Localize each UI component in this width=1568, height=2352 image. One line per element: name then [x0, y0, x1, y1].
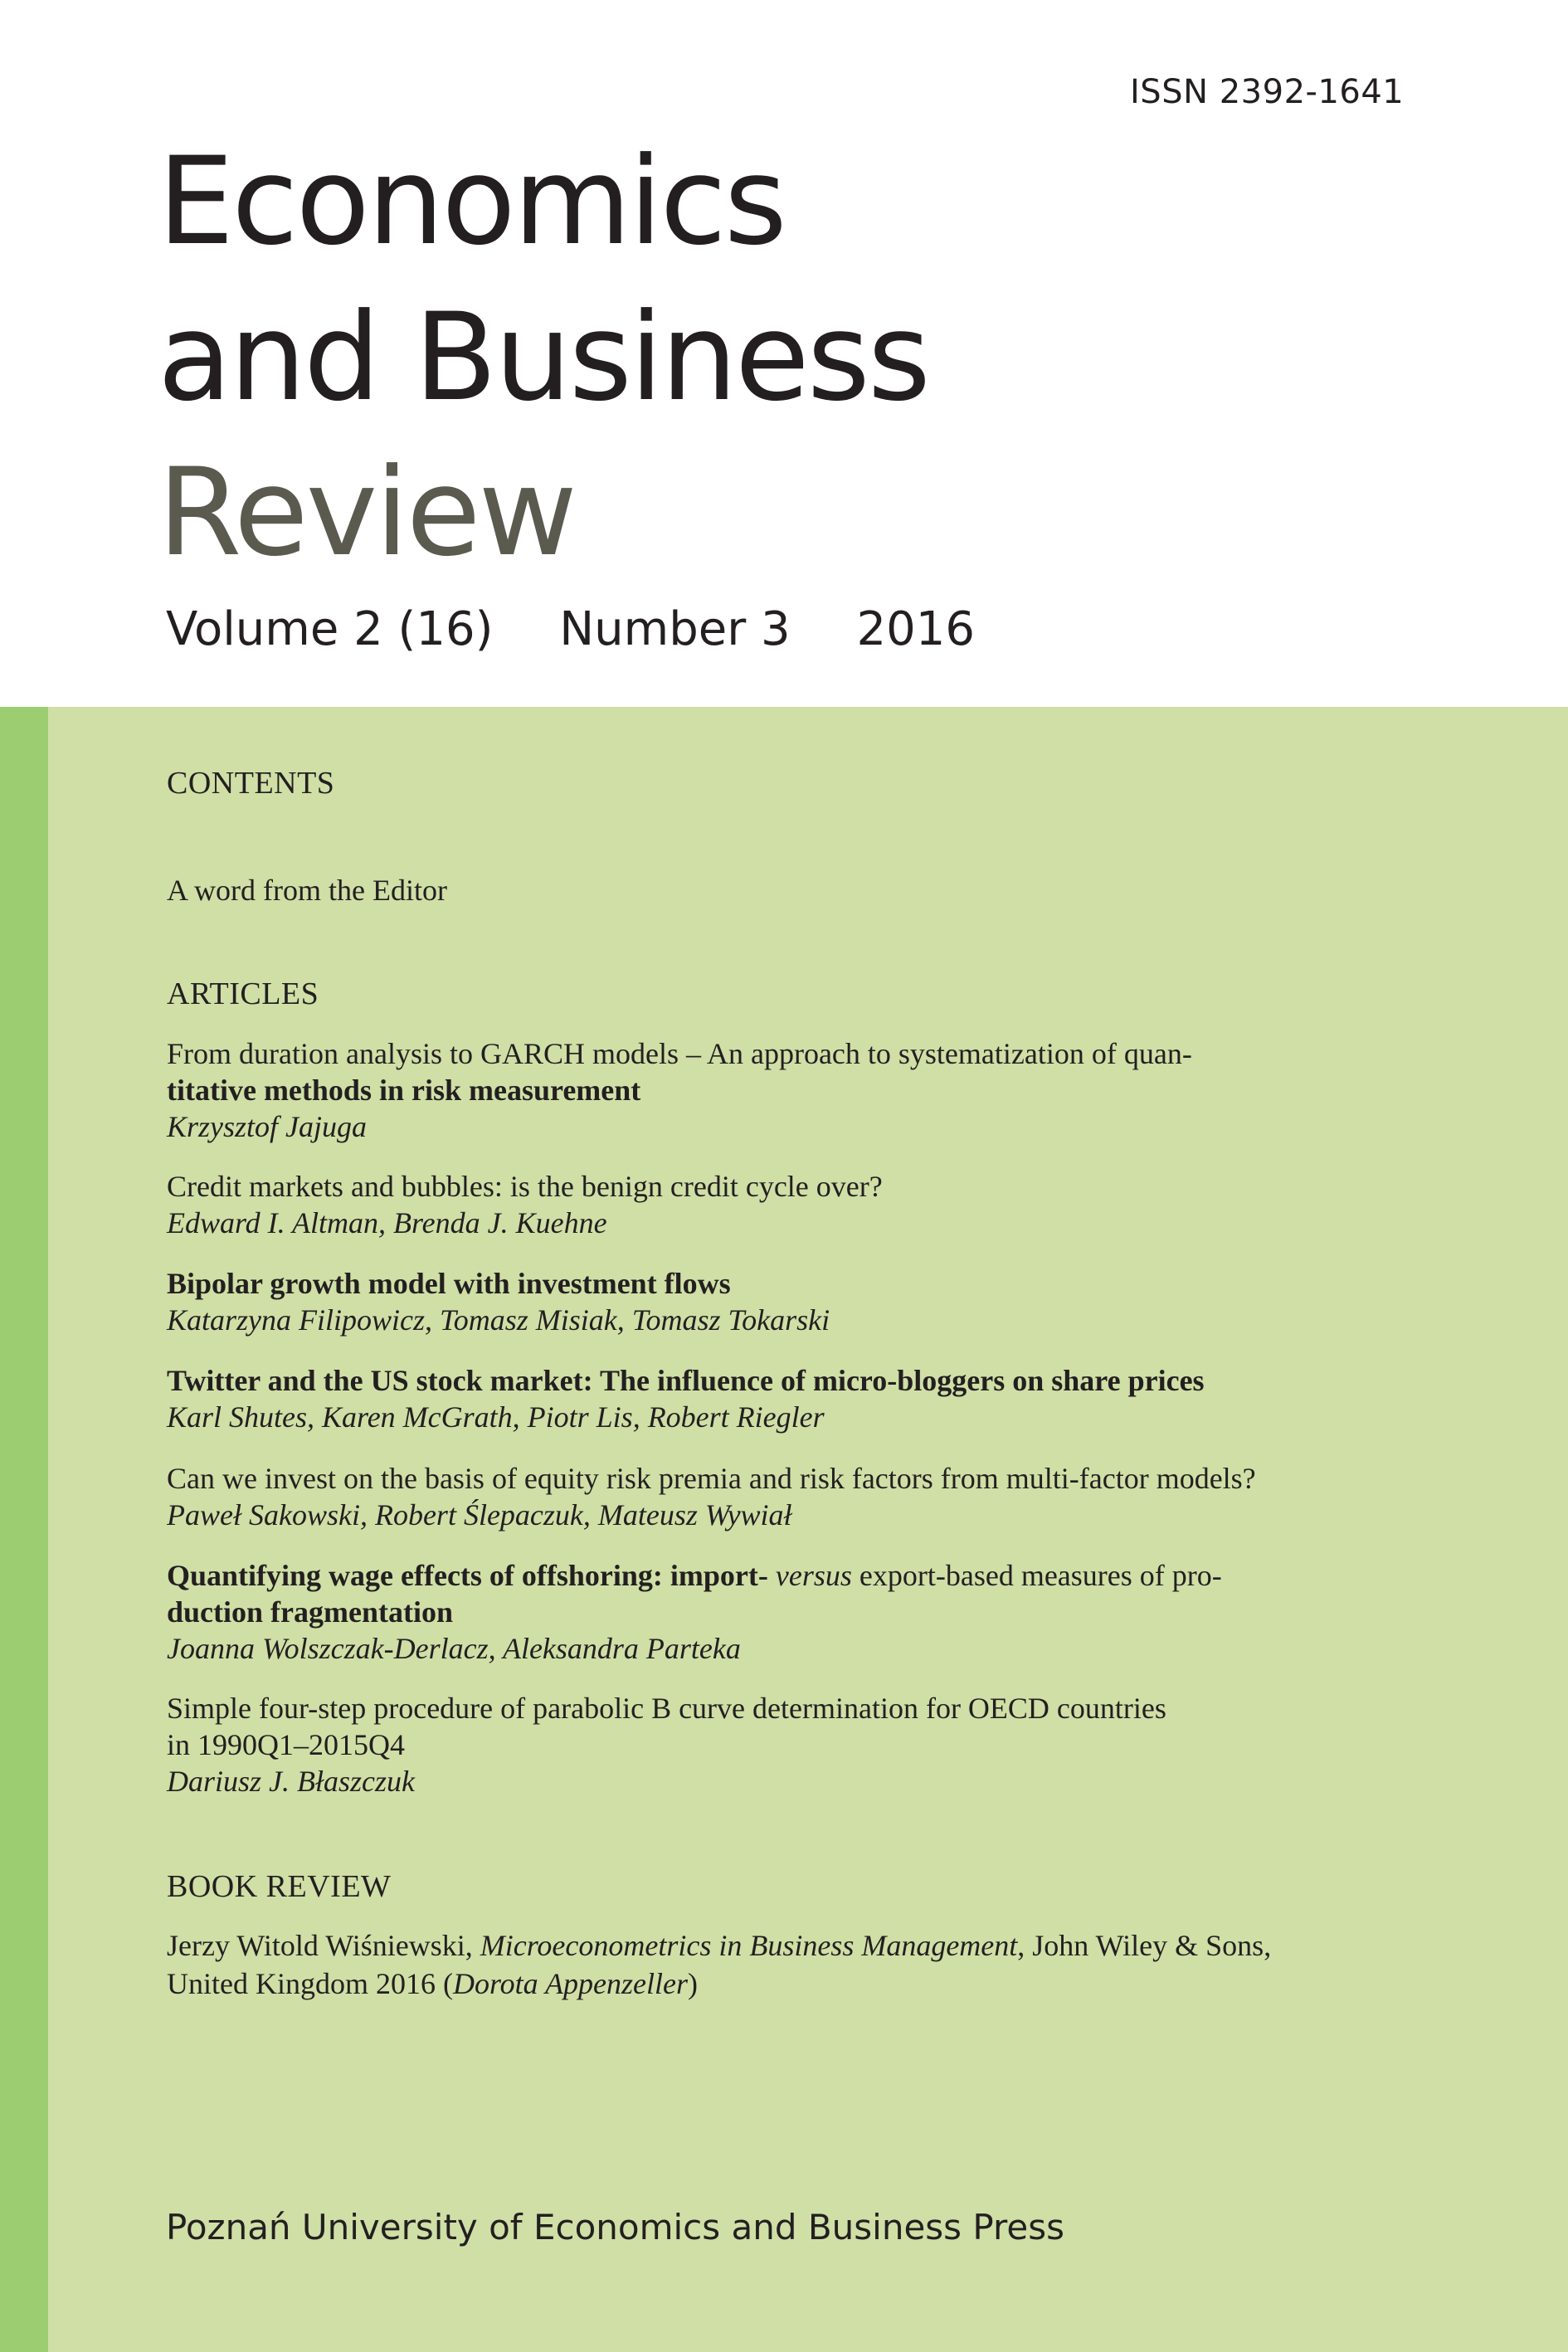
article-title: Simple four-step procedure of parabolic B curve determination for OECD countries — [167, 1692, 1166, 1725]
issue-info — [166, 602, 975, 656]
article-authors: Dariusz J. Błaszczuk — [167, 1765, 415, 1798]
review-book-title: Microeconometrics in Business Management — [480, 1929, 1018, 1962]
article-title-continued: titative methods in risk measurement — [167, 1074, 641, 1107]
article-authors: Edward I. Altman, Brenda J. Kuehne — [167, 1206, 607, 1239]
article-title-part: export-based measures of pro- — [859, 1559, 1222, 1592]
review-publisher: , John Wiley & Sons, — [1017, 1929, 1272, 1962]
article-entry — [167, 1362, 1278, 1435]
accent-stripe — [0, 707, 48, 2352]
journal-title-line-2: and Business — [158, 287, 928, 428]
article-entry — [167, 1168, 1278, 1241]
editor-word: A word from the Editor — [167, 874, 447, 907]
article-title: Can we invest on the basis of equity risk premia and risk factors from multi-factor models? — [167, 1462, 1256, 1495]
article-authors: Paweł Sakowski, Robert Ślepaczuk, Mateusz Wywiał — [167, 1498, 792, 1531]
article-authors: Karl Shutes, Karen McGrath, Piotr Lis, Robert Riegler — [167, 1400, 825, 1434]
article-title: Bipolar growth model with investment flows — [167, 1267, 731, 1300]
book-review-entry — [167, 1926, 1295, 2003]
volume: Volume 2 (16) — [166, 602, 494, 656]
article-entry — [167, 1690, 1278, 1799]
article-title: Twitter and the US stock market: The influence of micro-bloggers on share prices — [167, 1364, 1205, 1397]
article-title-continued: duction fragmentation — [167, 1595, 453, 1629]
issue-number: Number 3 — [559, 602, 791, 656]
journal-title-line-1: Economics — [158, 131, 785, 272]
cover-header — [0, 0, 1568, 707]
review-place-year: United Kingdom 2016 ( — [167, 1967, 453, 2000]
article-entry — [167, 1265, 1278, 1338]
book-review-heading: BOOK REVIEW — [167, 1869, 392, 1904]
article-entry — [167, 1460, 1278, 1533]
articles-heading: ARTICLES — [167, 976, 319, 1011]
publisher-name: Poznań University of Economics and Business Press — [166, 2207, 1064, 2247]
article-title-emphasis: versus — [775, 1559, 852, 1592]
book-review-line-2 — [167, 1965, 1295, 2003]
article-authors: Joanna Wolszczak-Derlacz, Aleksandra Parteka — [167, 1632, 741, 1665]
issn: ISSN 2392-1641 — [1130, 73, 1405, 111]
review-close-paren: ) — [687, 1967, 698, 2000]
contents-heading: CONTENTS — [167, 766, 335, 801]
issue-year: 2016 — [856, 602, 975, 656]
article-title: Credit markets and bubbles: is the benign credit cycle over? — [167, 1170, 883, 1203]
article-entry — [167, 1035, 1278, 1145]
article-title — [167, 1557, 1278, 1594]
article-title-part: Quantifying wage effects of offshoring: import- — [167, 1559, 768, 1592]
article-title-continued: in 1990Q1–2015Q4 — [167, 1728, 405, 1761]
journal-title-line-3: Review — [158, 442, 575, 583]
article-authors: Krzysztof Jajuga — [167, 1110, 368, 1143]
article-authors: Katarzyna Filipowicz, Tomasz Misiak, Tomasz Tokarski — [167, 1303, 830, 1337]
book-review-line-1 — [167, 1926, 1295, 1965]
reviewer-name: Dorota Appenzeller — [452, 1967, 688, 2000]
article-title: From duration analysis to GARCH models – An approach to systematization of quan- — [167, 1037, 1192, 1070]
review-book-author: Jerzy Witold Wiśniewski, — [167, 1929, 473, 1962]
article-entry — [167, 1557, 1278, 1667]
